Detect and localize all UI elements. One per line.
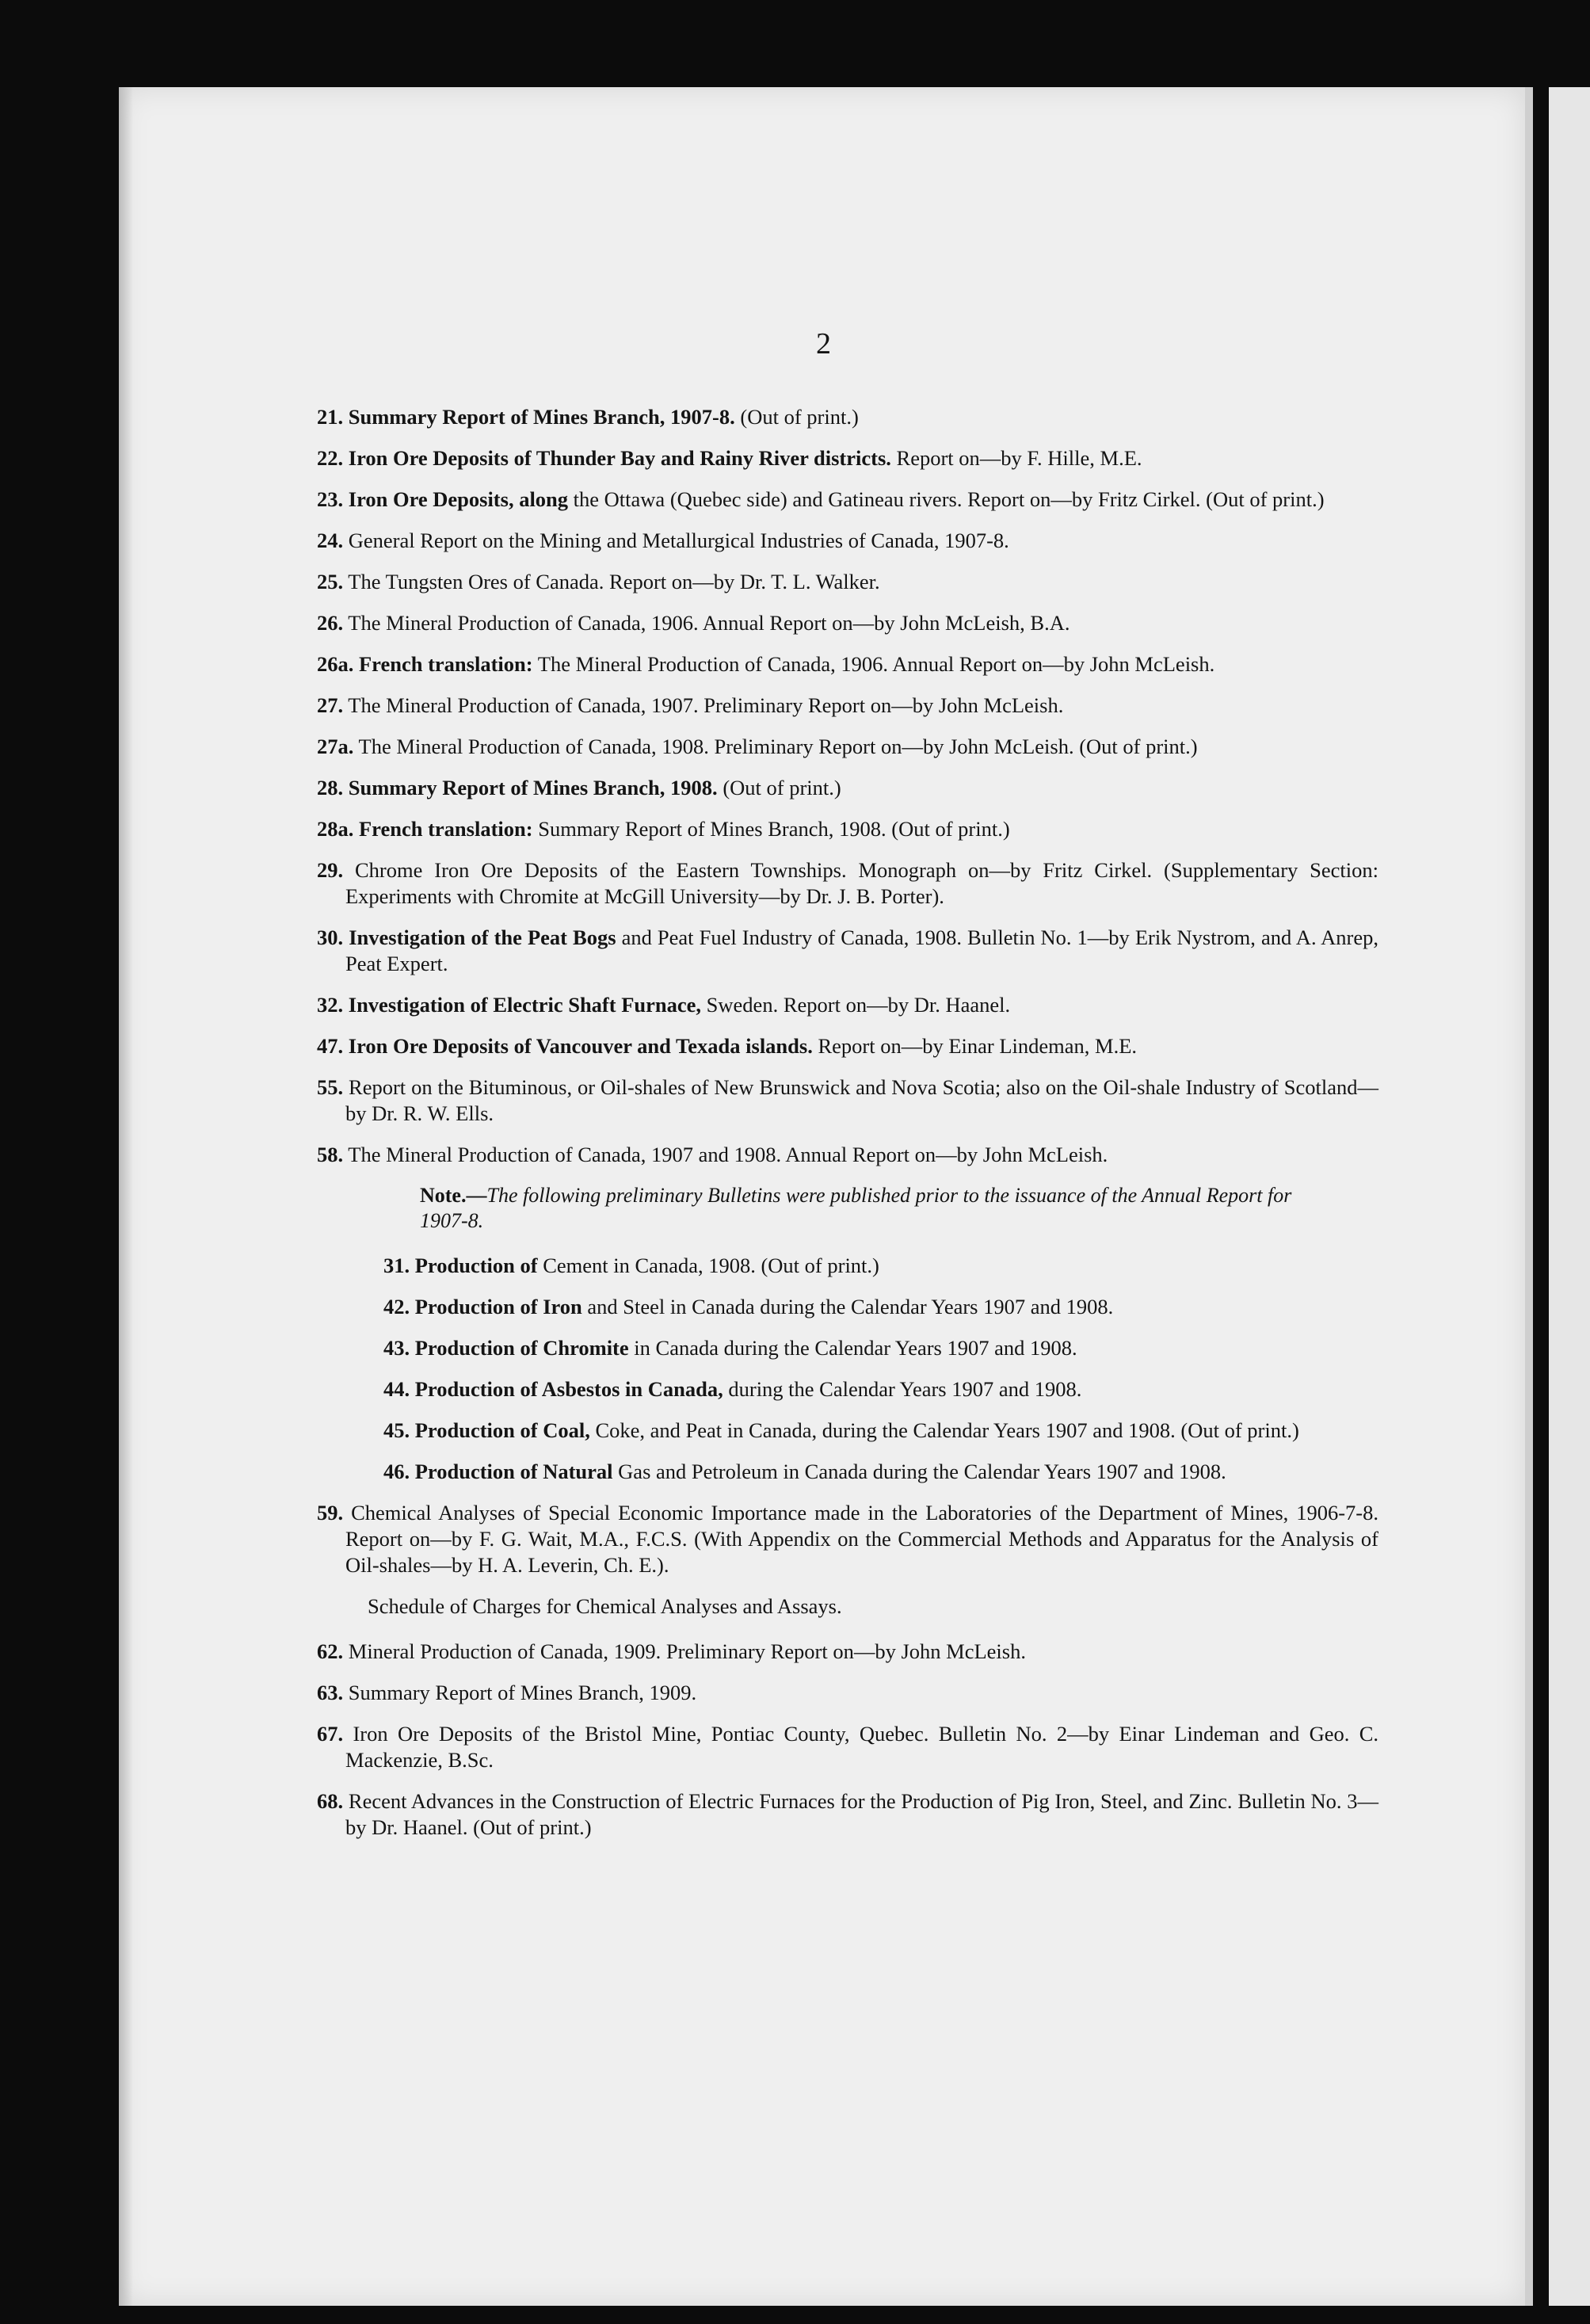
page-number: 2 — [816, 327, 831, 361]
item-title-bold: Production of Coal, — [414, 1418, 590, 1442]
list-item — [317, 1721, 1378, 1773]
item-text: Report on—by F. Hille, M.E. — [890, 446, 1142, 470]
entry-list-final — [317, 1639, 1378, 1841]
list-item — [383, 1459, 1378, 1485]
item-title-bold: French translation: — [359, 817, 533, 841]
list-item — [383, 1418, 1378, 1444]
item-title-bold: Production of Asbestos in Canada, — [414, 1377, 723, 1401]
list-item — [317, 569, 1378, 595]
item-number: 67. — [317, 1722, 344, 1746]
item-number: 59. — [317, 1501, 344, 1525]
list-item — [317, 775, 1378, 801]
item-text: Chrome Iron Ore Deposits of the Eastern Townships. Monograph on—by Fritz Cirkel. (Supplementary Section: Experiments with Chromite at McGill University—by Dr. J. B. Porter). — [345, 858, 1378, 908]
item-text: (Out of print.) — [734, 405, 859, 429]
item-number: 45. — [383, 1418, 410, 1442]
list-item — [383, 1335, 1378, 1361]
item-number: 24. — [317, 529, 344, 552]
item-text: and Steel in Canada during the Calendar Years 1907 and 1908. — [581, 1295, 1114, 1318]
entry-list — [317, 404, 1378, 1168]
item-text: during the Calendar Years 1907 and 1908. — [723, 1377, 1082, 1401]
item-text: Gas and Petroleum in Canada during the Calendar Years 1907 and 1908. — [612, 1460, 1226, 1483]
item-text: Cement in Canada, 1908. (Out of print.) — [537, 1254, 879, 1277]
item-text: Report on the Bituminous, or Oil-shales of New Brunswick and Nova Scotia; also on the Oil-shale Industry of Scotland—by Dr. R. W. Ells. — [345, 1075, 1378, 1125]
list-item — [317, 816, 1378, 842]
item-title-bold: Iron Ore Deposits, along — [348, 487, 569, 511]
item-number: 25. — [317, 570, 344, 593]
page-edge — [1525, 87, 1533, 2306]
list-item — [317, 1788, 1378, 1841]
item-text: Summary Report of Mines Branch, 1909. — [348, 1681, 697, 1704]
item-number: 46. — [383, 1460, 410, 1483]
list-item — [317, 651, 1378, 677]
item-number: 21. — [317, 405, 344, 429]
item-number: 43. — [383, 1336, 410, 1360]
item-number: 28. — [317, 776, 344, 799]
item-number: 26a. — [317, 652, 354, 676]
item-number: 44. — [383, 1377, 410, 1401]
item-number: 28a. — [317, 817, 354, 841]
list-item — [317, 925, 1378, 977]
list-item — [317, 693, 1378, 719]
item-text: Iron Ore Deposits of the Bristol Mine, Pontiac County, Quebec. Bulletin No. 2—by Einar Lindeman and Geo. C. Mackenzie, B.Sc. — [345, 1722, 1379, 1772]
item-number: 31. — [383, 1254, 410, 1277]
note-text: The following preliminary Bulletins were published prior to the issuance of the Annual Report for 1907-8. — [420, 1184, 1292, 1232]
item-title-bold: Investigation of the Peat Bogs — [349, 925, 616, 949]
item-text: The Mineral Production of Canada, 1907 and 1908. Annual Report on—by John McLeish. — [348, 1143, 1108, 1166]
list-item — [317, 1142, 1378, 1168]
list-item — [317, 487, 1378, 513]
list-item — [317, 1074, 1378, 1127]
item-number: 47. — [317, 1034, 344, 1058]
item-text: General Report on the Mining and Metallurgical Industries of Canada, 1907-8. — [348, 529, 1009, 552]
list-item — [317, 1033, 1378, 1059]
item-text: Sweden. Report on—by Dr. Haanel. — [701, 993, 1011, 1017]
item-title-bold: Investigation of Electric Shaft Furnace, — [348, 993, 702, 1017]
item-title-bold: Summary Report of Mines Branch, 1908. — [348, 776, 718, 799]
list-item — [317, 404, 1378, 430]
item-title-bold: Production of Iron — [414, 1295, 582, 1318]
item-text: Chemical Analyses of Special Economic Importance made in the Laboratories of the Department of Mines, 1906-7-8. Report on—by F. G. Wait, M.A., F.C.S. (With Appendix on the Commercial Methods and Apparatus for the Analysis of Oil-shales—by H. A. Leverin, Ch. E.). — [345, 1501, 1379, 1577]
item-number: 42. — [383, 1295, 410, 1318]
item-title-bold: Iron Ore Deposits of Vancouver and Texada islands. — [348, 1034, 813, 1058]
schedule-line: Schedule of Charges for Chemical Analyses and Assays. — [368, 1594, 842, 1618]
item-number: 26. — [317, 611, 344, 635]
list-item — [317, 734, 1378, 760]
note — [420, 1183, 1343, 1234]
list-item — [317, 610, 1378, 636]
next-page-sliver — [1549, 87, 1590, 2306]
item-title-bold: French translation: — [359, 652, 533, 676]
list-item — [383, 1294, 1378, 1320]
list-item — [317, 445, 1378, 471]
item-text: Coke, and Peat in Canada, during the Calendar Years 1907 and 1908. (Out of print.) — [589, 1418, 1299, 1442]
publication-list — [317, 325, 1378, 1856]
item-title-bold: Summary Report of Mines Branch, 1907-8. — [348, 405, 735, 429]
list-item — [317, 528, 1378, 554]
item-text: Summary Report of Mines Branch, 1908. (Out of print.) — [532, 817, 1010, 841]
item-number: 27. — [317, 693, 344, 717]
item-title-bold: Iron Ore Deposits of Thunder Bay and Rainy River districts. — [348, 446, 891, 470]
item-number: 23. — [317, 487, 344, 511]
list-item — [317, 1680, 1378, 1706]
item-number: 68. — [317, 1789, 344, 1813]
item-text: in Canada during the Calendar Years 1907 and 1908. — [628, 1336, 1077, 1360]
item-number: 22. — [317, 446, 344, 470]
item-number: 58. — [317, 1143, 344, 1166]
list-item — [383, 1253, 1378, 1279]
item-title-bold: Production of Chromite — [414, 1336, 629, 1360]
item-title-bold: Production of — [414, 1254, 538, 1277]
item-text: the Ottawa (Quebec side) and Gatineau rivers. Report on—by Fritz Cirkel. (Out of print.) — [568, 487, 1325, 511]
note-lead: Note.— — [420, 1184, 487, 1207]
item-text: The Mineral Production of Canada, 1906. Annual Report on—by John McLeish, B.A. — [348, 611, 1070, 635]
item-number: 32. — [317, 993, 344, 1017]
page-binding-shadow — [119, 87, 133, 2306]
sub-entry-list — [317, 1253, 1378, 1485]
item-text: The Mineral Production of Canada, 1907. Preliminary Report on—by John McLeish. — [348, 693, 1064, 717]
item-number: 30. — [317, 925, 344, 949]
list-item — [317, 1639, 1378, 1665]
item-number: 62. — [317, 1639, 344, 1663]
list-item — [317, 992, 1378, 1018]
item-number: 55. — [317, 1075, 344, 1099]
item-text: and Peat Fuel Industry of Canada, 1908. Bulletin No. 1—by Erik Nystrom, and A. Anrep, Peat Expert. — [345, 925, 1379, 975]
list-item — [317, 1500, 1378, 1578]
list-item — [317, 857, 1378, 910]
list-item — [383, 1376, 1378, 1402]
item-text: (Out of print.) — [717, 776, 841, 799]
item-text: The Mineral Production of Canada, 1908. Preliminary Report on—by John McLeish. (Out of print.) — [358, 735, 1198, 758]
item-text: Report on—by Einar Lindeman, M.E. — [812, 1034, 1138, 1058]
item-number: 63. — [317, 1681, 344, 1704]
item-text: The Tungsten Ores of Canada. Report on—by Dr. T. L. Walker. — [348, 570, 880, 593]
item-text: Mineral Production of Canada, 1909. Preliminary Report on—by John McLeish. — [348, 1639, 1026, 1663]
entry-list-after — [317, 1500, 1378, 1578]
item-text: Recent Advances in the Construction of Electric Furnaces for the Production of Pig Iron, Steel, and Zinc. Bulletin No. 3—by Dr. Haanel. (Out of print.) — [345, 1789, 1378, 1839]
item-number: 29. — [317, 858, 344, 882]
item-text: The Mineral Production of Canada, 1906. Annual Report on—by John McLeish. — [532, 652, 1215, 676]
item-number: 27a. — [317, 735, 354, 758]
item-title-bold: Production of Natural — [414, 1460, 613, 1483]
